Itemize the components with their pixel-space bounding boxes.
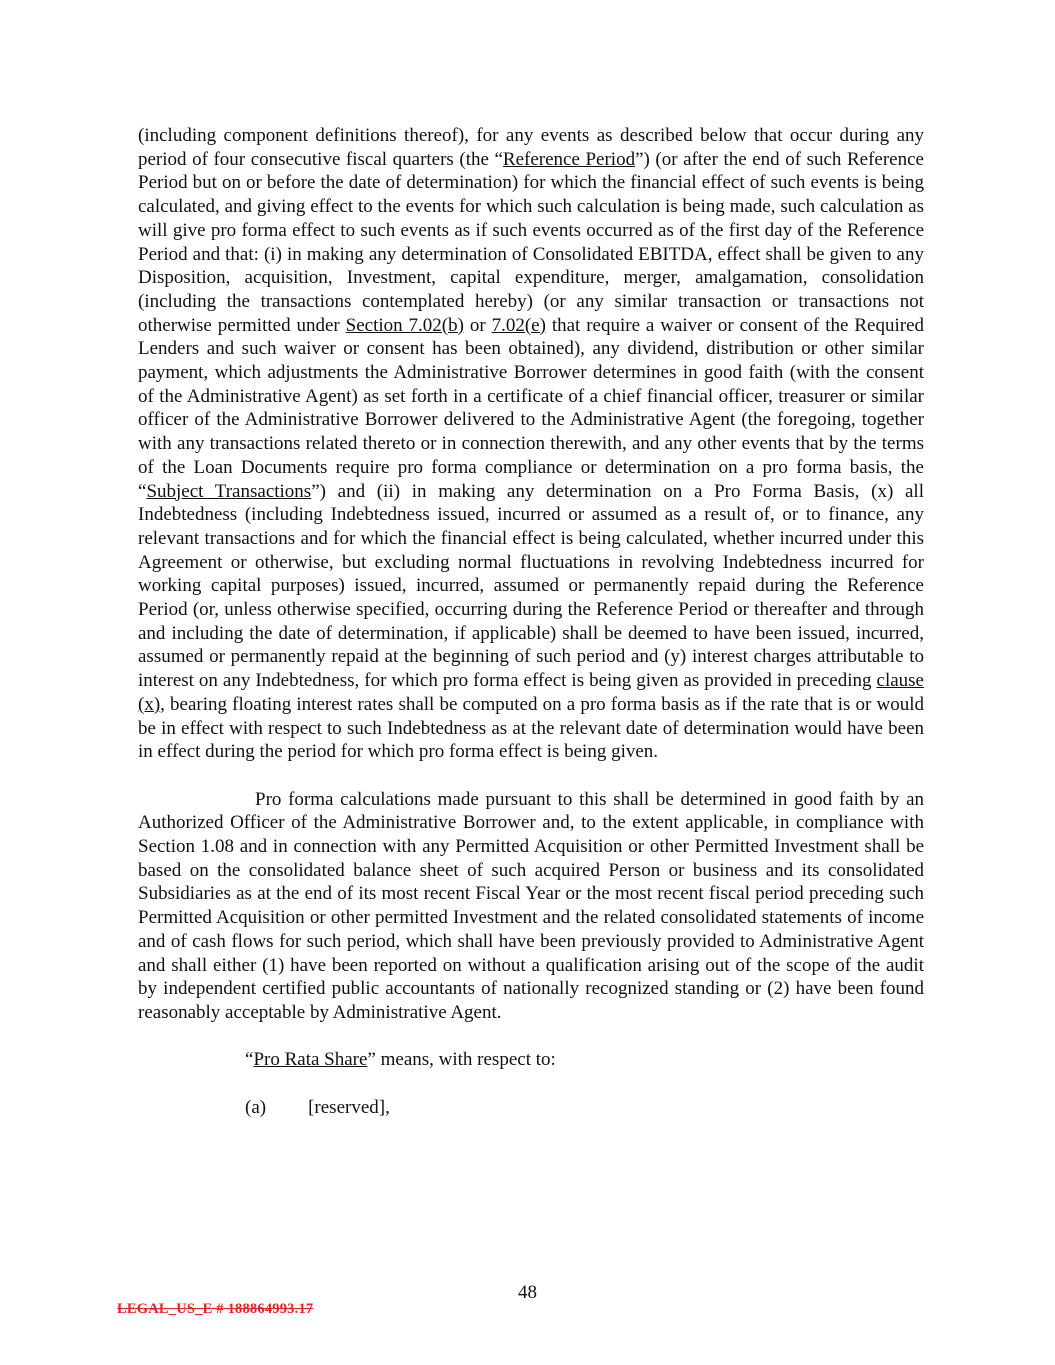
body-text: , bearing floating interest rates shall be computed on a pro forma basis as if the rate that is or would be in effect with respect to such Indebtedness as at the relevant date of determination would have been in effect during the period for which pro forma effect is being given.: [138, 693, 924, 763]
body-text: or: [463, 314, 492, 336]
list-item-label: (a): [245, 1096, 267, 1118]
paragraph-pro-forma-calculations: [138, 788, 924, 1025]
paragraph-item-a: [245, 1096, 924, 1120]
legal-doc-id-stamp: LEGAL_US_E # 188864993.17: [117, 1301, 314, 1317]
defined-term-pro-rata-share: Pro Rata Share: [253, 1049, 368, 1071]
page-number: 48: [518, 1282, 537, 1303]
body-text: ” means, with respect to:: [367, 1049, 556, 1071]
defined-term-subject-transactions: Subject Transactions: [146, 480, 312, 502]
cross-reference-section-702b: Section 7.02(b): [345, 314, 464, 336]
document-body: [138, 124, 924, 1119]
body-text: ”) and (ii) in making any determination on a Pro Forma Basis, (x) all Indebtedness (including Indebtedness issued, incurred or assumed as a result of, or to finance, any relevant transactions and for which the financial effect is being calculated, whether incurred under this Agreement or otherwise, but excluding normal fluctuations in revolving Indebtedness incurred for working capital purposes) issued, incurred, assumed or permanently repaid during the Reference Period (or, unless otherwise specified, occurring during the Reference Period or thereafter and through and including the date of determination, if applicable) shall be deemed to have been issued, incurred, assumed or permanently repaid at the beginning of such period and (y) interest charges attributable to interest on any Indebtedness, for which pro forma effect is being given as provided in preceding: [138, 480, 924, 692]
body-text: that require a waiver or consent of the Required Lenders and such waiver or consent has been obtained), any dividend, distribution or other similar payment, which adjustments the Administrative Borrower determines in good faith (with the consent of the Administrative Agent) as set forth in a certificate of a chief financial officer, treasurer or similar officer of the Administrative Borrower delivered to the Administrative Agent (the foregoing, together with any transactions related thereto or in connection therewith, and any other events that by the terms of the Loan Documents require pro forma compliance or determination on a pro forma basis, the “: [138, 314, 924, 502]
body-text: “: [245, 1049, 254, 1071]
list-item-text: [reserved],: [308, 1096, 390, 1118]
paragraph-pro-rata-share: [138, 1048, 924, 1072]
cross-reference-clause-x: clause (x): [138, 670, 924, 715]
body-text: Pro forma calculations made pursuant to this shall be determined in good faith by an Authorized Officer of the Administrative Borrower and, to the extent applicable, in compliance with Section 1.08 and in connection with any Permitted Acquisition or other Permitted Investment shall be based on the consolidated balance sheet of such acquired Person or business and its consolidated Subsidiaries as at the end of its most recent Fiscal Year or the most recent fiscal period preceding such Permitted Acquisition or other permitted Investment and the related consolidated statements of income and of cash flows for such period, which shall have been previously provided to Administrative Agent and shall either (1) have been reported on without a qualification arising out of the scope of the audit by independent certified public accountants of nationally recognized standing or (2) have been found reasonably acceptable by Administrative Agent.: [138, 788, 924, 1023]
paragraph-pro-forma-definition: [138, 124, 924, 764]
cross-reference-section-702e: 7.02(e): [491, 314, 546, 336]
body-text: (including component definitions thereof), for any events as described below that occur during any period of four consecutive fiscal quarters (the “: [138, 125, 924, 170]
defined-term-reference-period: Reference Period: [502, 148, 636, 170]
body-text: ”) (or after the end of such Reference Period but on or before the date of determination) for which the financial effect of such events is being calculated, and giving effect to the events for which such calculation is being made, such calculation as will give pro forma effect to such events as if such events occurred as of the first day of the Reference Period and that: (i) in making any determination of Consolidated EBITDA, effect shall be given to any Disposition, acquisition, Investment, capital expenditure, merger, amalgamation, consolidation (including the transactions contemplated hereby) (or any similar transaction or transactions not otherwise permitted under: [138, 148, 924, 336]
